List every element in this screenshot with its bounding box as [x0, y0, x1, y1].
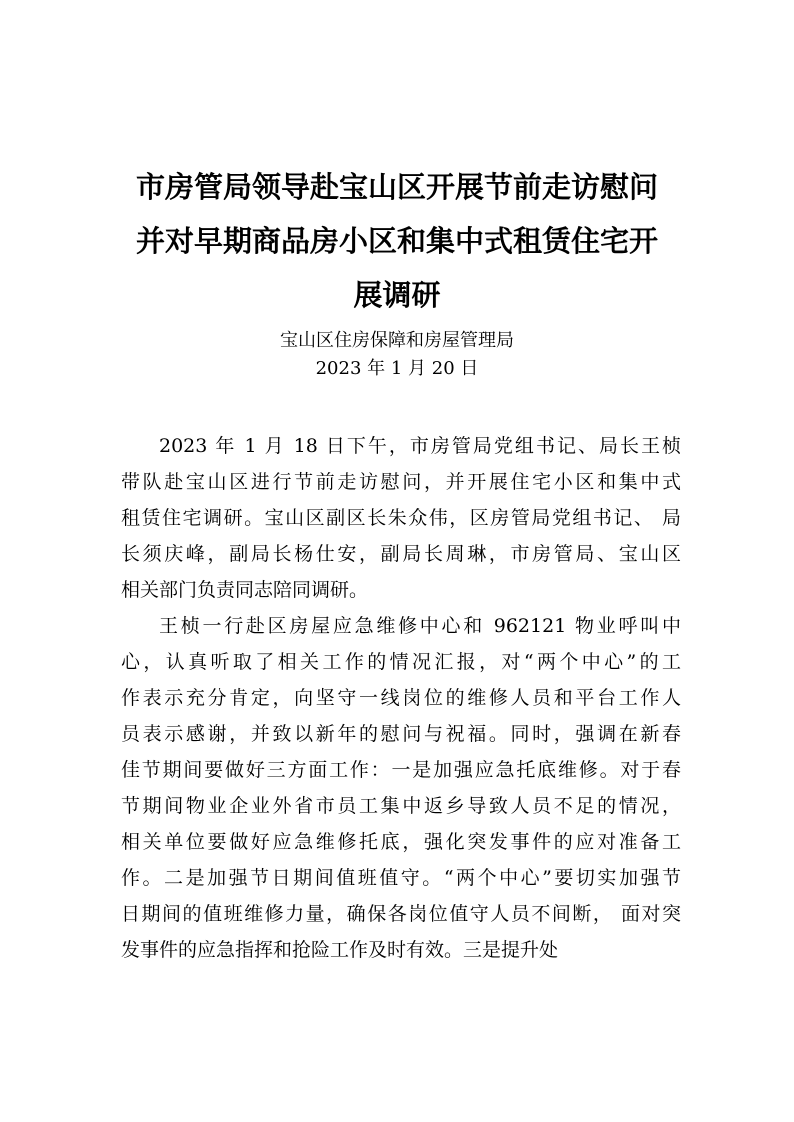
paragraph-line: 2023 年 1 月 18 日下午，市房管局党组书记、局长王桢 [159, 435, 681, 457]
title-line-3: 展调研 [353, 278, 441, 312]
paragraph-line: 心，认真听取了相关工作的情况汇报，对“两个中心”的工 [121, 651, 681, 673]
issuing-organization: 宝山区住房保障和房屋管理局 [280, 330, 514, 351]
paragraph-line: 作表示充分肯定，向坚守一线岗位的维修人员和平台工作人 [121, 687, 681, 709]
article-body [121, 428, 681, 968]
paragraph-line: 作。二是加强节日期间值班值守。“两个中心”要切实加强节 [121, 867, 681, 889]
paragraph-line: 带队赴宝山区进行节前走访慰问，并开展住宅小区和集中式 [121, 471, 681, 493]
paragraph-line: 员表示感谢，并致以新年的慰问与祝福。同时，强调在新春 [121, 723, 681, 745]
paragraph-line: 节期间物业企业外省市员工集中返乡导致人员不足的情况， [121, 795, 681, 817]
paragraph-1 [121, 428, 681, 608]
paragraph-line: 王桢一行赴区房屋应急维修中心和 962121 物业呼叫中 [159, 615, 681, 637]
paragraph-2 [121, 608, 681, 968]
title-line-2: 并对早期商品房小区和集中式租赁住宅开 [135, 224, 658, 258]
paragraph-line: 佳节期间要做好三方面工作：一是加强应急托底维修。对于春 [121, 759, 681, 781]
paragraph-line: 日期间的值班维修力量，确保各岗位值守人员不间断， 面对突 [121, 903, 681, 925]
issue-date: 2023 年 1 月 20 日 [315, 358, 479, 379]
paragraph-line: 租赁住宅调研。宝山区副区长朱众伟，区房管局党组书记、 局 [121, 507, 681, 529]
paragraph-line: 相关单位要做好应急维修托底，强化突发事件的应对准备工 [121, 831, 681, 853]
paragraph-line: 长须庆峰，副局长杨仕安，副局长周琳，市房管局、宝山区 [121, 543, 681, 565]
paragraph-line: 相关部门负责同志陪同调研。 [121, 579, 369, 601]
paragraph-line: 发事件的应急指挥和抢险工作及时有效。三是提升处 [121, 939, 559, 961]
title-line-1: 市房管局领导赴宝山区开展节前走访慰问 [135, 170, 658, 204]
document-title [120, 160, 674, 322]
